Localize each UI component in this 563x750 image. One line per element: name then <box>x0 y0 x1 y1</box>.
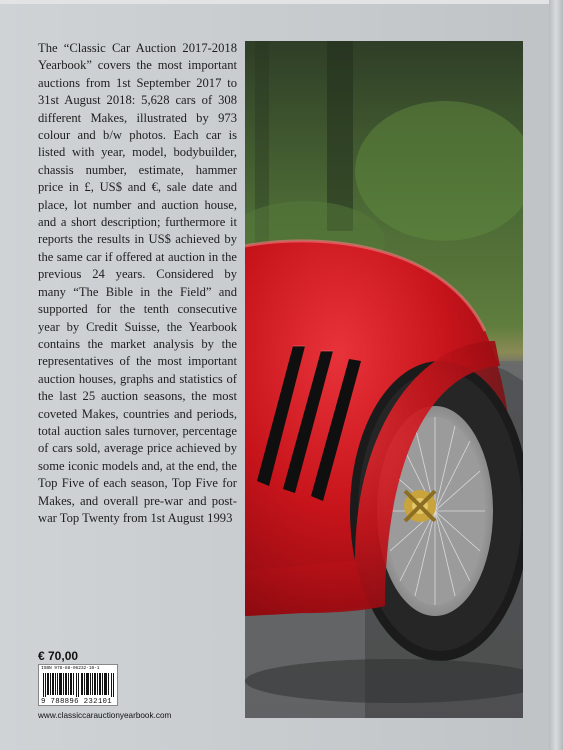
isbn-label: ISBN 978-88-96232-10-1 <box>41 666 100 671</box>
cover-top-edge <box>0 0 563 4</box>
cover-blurb: The “Classic Car Auction 2017-2018 Yearbook” covers the most important auctions from 1st September 2017 to 31st August 2018: 5,628 cars of 308 different Makes, illustrated by 973 colour and b/w photos. Each car is listed with year, model, bodybuilder, chassis number, estimate, hammer price in £, US$ and €, sale date and place, lot number and auction house, and a short description; furthermore it reports the results in US$ achieved by the same car if offered at auction in the previous 24 years. Considered by many “The Bible in the Field” and supported for the tenth consecutive year by Credit Suisse, the Yearbook contains the market analysis by the representatives of the most important auction houses, graphs and statistics of the last 25 auction seasons, the most coveted Makes, countries and periods, total auction sales turnover, percentage of cars sold, average price achieved by some iconic models and, at the end, the Top Five of each season, Top Five for Makes, and overall pre-war and post-war Top Twenty from 1st August 1993 <box>38 41 237 525</box>
website-link[interactable]: www.classiccarauctionyearbook.com <box>38 711 172 720</box>
car-photo <box>245 41 523 718</box>
price-label: € 70,00 <box>38 649 79 663</box>
isbn-barcode <box>38 664 118 706</box>
red-classic-car-wheel-icon <box>245 41 523 718</box>
barcode-number: 9 788896 232101 <box>41 698 113 706</box>
barcode-bars-icon <box>41 673 117 697</box>
cover-right-edge <box>549 0 563 750</box>
